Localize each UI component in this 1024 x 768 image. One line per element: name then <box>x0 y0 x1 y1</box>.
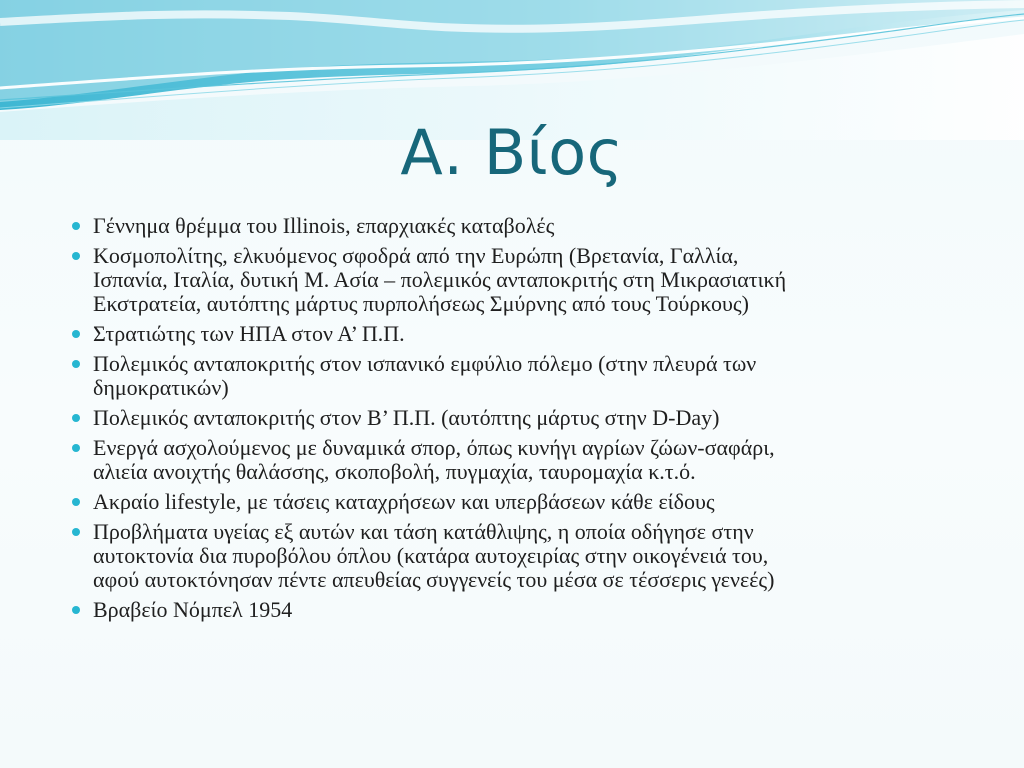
bullet-text: Βραβείο Νόμπελ 1954 <box>93 597 293 622</box>
bullet-dot-icon <box>72 606 80 614</box>
bullet-item-us-soldier <box>72 322 952 346</box>
bullet-item-dynamic-sports <box>72 436 952 484</box>
bullet-text: Γέννημα θρέμμα του Illinois, επαρχιακές καταβολές <box>93 213 555 238</box>
bullet-item-cosmopolitan-europe <box>72 244 952 316</box>
bullet-dot-icon <box>72 498 80 506</box>
bullet-item-world-war-two <box>72 406 952 430</box>
slide-title: Α. Βίος <box>400 116 624 189</box>
bullet-dot-icon <box>72 360 80 368</box>
bullet-dot-icon <box>72 444 80 452</box>
bullet-dot-icon <box>72 330 80 338</box>
bullet-dot-icon <box>72 252 80 260</box>
bullet-dot-icon <box>72 222 80 230</box>
bullet-text: Πολεμικός ανταποκριτής στον ισπανικό εμφύλιο πόλεμο (στην πλευρά των δημοκρατικών) <box>93 351 757 400</box>
bullet-text: Ακραίο lifestyle, με τάσεις καταχρήσεων και υπερβάσεων κάθε είδους <box>93 489 715 514</box>
bullet-dot-icon <box>72 528 80 536</box>
bullet-text: Στρατιώτης των ΗΠΑ στον Α’ Π.Π. <box>93 321 405 346</box>
bullet-item-spanish-civil-war <box>72 352 952 400</box>
bullet-text: Πολεμικός ανταποκριτής στον Β’ Π.Π. (αυτόπτης μάρτυς στην D-Day) <box>93 405 720 430</box>
bullet-item-health-depression <box>72 520 952 592</box>
bullet-item-lifestyle <box>72 490 952 514</box>
bullet-item-illinois-origin <box>72 214 952 238</box>
biography-bullet-list <box>72 214 952 628</box>
bullet-text: Ενεργά ασχολούμενος με δυναμικά σπορ, όπως κυνήγι αγρίων ζώων-σαφάρι, αλιεία ανοιχτής θαλάσσης, σκοποβολή, πυγμαχία, ταυρομαχία κ.τ.ό. <box>93 435 775 484</box>
bullet-dot-icon <box>72 414 80 422</box>
bullet-text: Προβλήματα υγείας εξ αυτών και τάση κατάθλιψης, η οποία οδήγησε στην αυτοκτονία δια πυροβόλου όπλου (κατάρα αυτοχειρίας στην οικογένειά του, αφού αυτοκτόνησαν πέντε απευθείας συγγενείς του μέσα σε τέσσερις γενεές) <box>93 519 775 592</box>
bullet-item-nobel-prize <box>72 598 952 622</box>
bullet-text: Κοσμοπολίτης, ελκυόμενος σφοδρά από την Ευρώπη (Βρετανία, Γαλλία, Ισπανία, Ιταλία, δυτική Μ. Ασία – πολεμικός ανταποκριτής στη Μικρασιατική Εκστρατεία, αυτόπτης μάρτυς πυρπολήσεως Σμύρνης από τους Τούρκους) <box>93 243 787 316</box>
